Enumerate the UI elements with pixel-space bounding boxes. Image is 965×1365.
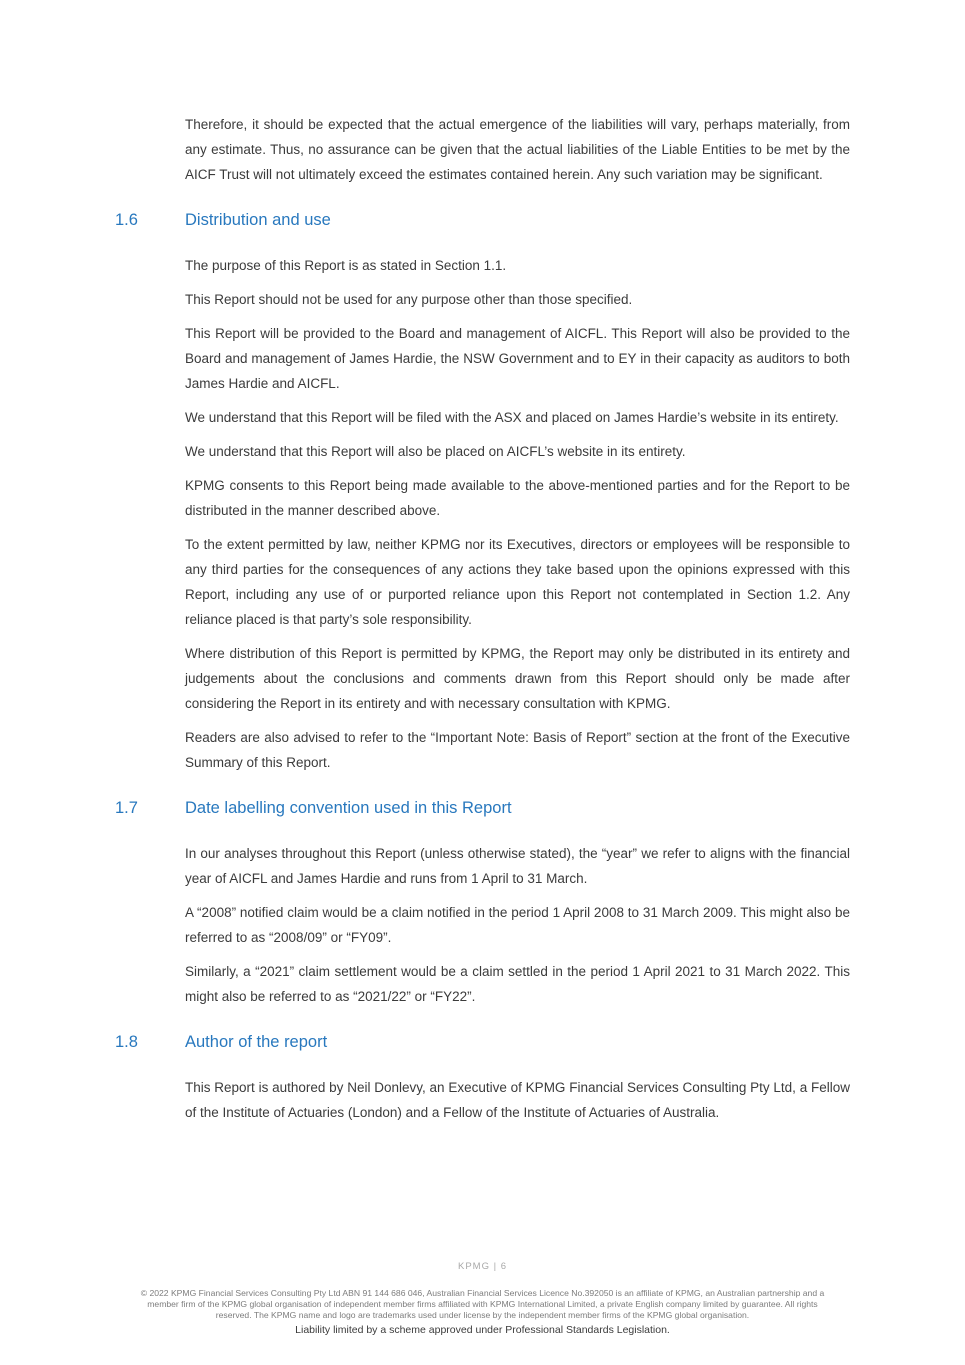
footer-liability-note: Liability limited by a scheme approved under Professional Standards Legislation. bbox=[295, 1324, 670, 1336]
body-paragraph: This Report should not be used for any purpose other than those specified. bbox=[185, 292, 633, 307]
section-number: 1.7 bbox=[115, 799, 138, 817]
body-paragraph: We understand that this Report will also be placed on AICFL’s website in its entirety. bbox=[185, 444, 686, 459]
section-title: Author of the report bbox=[185, 1033, 328, 1051]
body-paragraph: Readers are also advised to refer to the “Important Note: Basis of Report” section at the front of the Executive Summary of this Report. bbox=[185, 730, 850, 770]
section-title: Date labelling convention used in this Report bbox=[185, 799, 512, 817]
page-content bbox=[115, 112, 850, 1134]
body-paragraph: Where distribution of this Report is permitted by KPMG, the Report may only be distributed in its entirety and judgements about the conclusions and comments drawn from this Report should only be made after considering the Report in its entirety and with necessary consultation with KPMG. bbox=[185, 646, 850, 711]
footer-disclaimer: © 2022 KPMG Financial Services Consulting Pty Ltd ABN 91 144 686 046, Australian Financial Services Licence No.392050 is an affiliate of KPMG, an Australian partnership and a member firm of the KPMG global organisation of independent member firms affiliated with KPMG International Limited, a private English company limited by guarantee. All rights reserved. The KPMG name and logo are trademarks used under license by the independent member firms of the KPMG global organisation. bbox=[140, 1288, 825, 1320]
section-heading-1-6 bbox=[115, 208, 850, 232]
body-paragraph: Similarly, a “2021” claim settlement would be a claim settled in the period 1 April 2021 to 31 March 2022. This might also be referred to as “2021/22” or “FY22”. bbox=[185, 964, 850, 1004]
section-number: 1.8 bbox=[115, 1033, 138, 1051]
page-number-label: KPMG | 6 bbox=[457, 1261, 507, 1272]
section-title: Distribution and use bbox=[185, 211, 331, 229]
body-paragraph: We understand that this Report will be filed with the ASX and placed on James Hardie’s website in its entirety. bbox=[185, 410, 839, 425]
section-number: 1.6 bbox=[115, 211, 138, 229]
body-paragraph: In our analyses throughout this Report (unless otherwise stated), the “year” we refer to aligns with the financial year of AICFL and James Hardie and runs from 1 April to 31 March. bbox=[185, 846, 850, 886]
body-paragraph: KPMG consents to this Report being made available to the above-mentioned parties and for the Report to be distributed in the manner described above. bbox=[185, 478, 850, 518]
body-paragraph: The purpose of this Report is as stated in Section 1.1. bbox=[185, 258, 507, 273]
body-paragraph: To the extent permitted by law, neither KPMG nor its Executives, directors or employees will be responsible to any third parties for the consequences of any actions they take based upon the opinions expressed with this Report, including any use of or purported reliance upon this Report not contemplated in Section 1.2. Any reliance placed is that party’s sole responsibility. bbox=[185, 537, 850, 627]
section-heading-1-7 bbox=[115, 796, 850, 820]
section-heading-1-8 bbox=[115, 1030, 850, 1054]
page-footer bbox=[0, 1261, 965, 1337]
body-paragraph: This Report is authored by Neil Donlevy, an Executive of KPMG Financial Services Consulting Pty Ltd, a Fellow of the Institute of Actuaries (London) and a Fellow of the Institute of Actuaries of Australia. bbox=[185, 1080, 850, 1120]
body-paragraph: This Report will be provided to the Board and management of AICFL. This Report will also be provided to the Board and management of James Hardie, the NSW Government and to EY in their capacity as auditors to both James Hardie and AICFL. bbox=[185, 326, 850, 391]
body-paragraph: A “2008” notified claim would be a claim notified in the period 1 April 2008 to 31 March 2009. This might also be referred to as “2008/09” or “FY09”. bbox=[185, 905, 850, 945]
body-paragraph: Therefore, it should be expected that the actual emergence of the liabilities will vary, perhaps materially, from any estimate. Thus, no assurance can be given that the actual liabilities of the Liable Entities to be met by the AICF Trust will not ultimately exceed the estimates contained herein. Any such variation may be significant. bbox=[185, 117, 850, 182]
